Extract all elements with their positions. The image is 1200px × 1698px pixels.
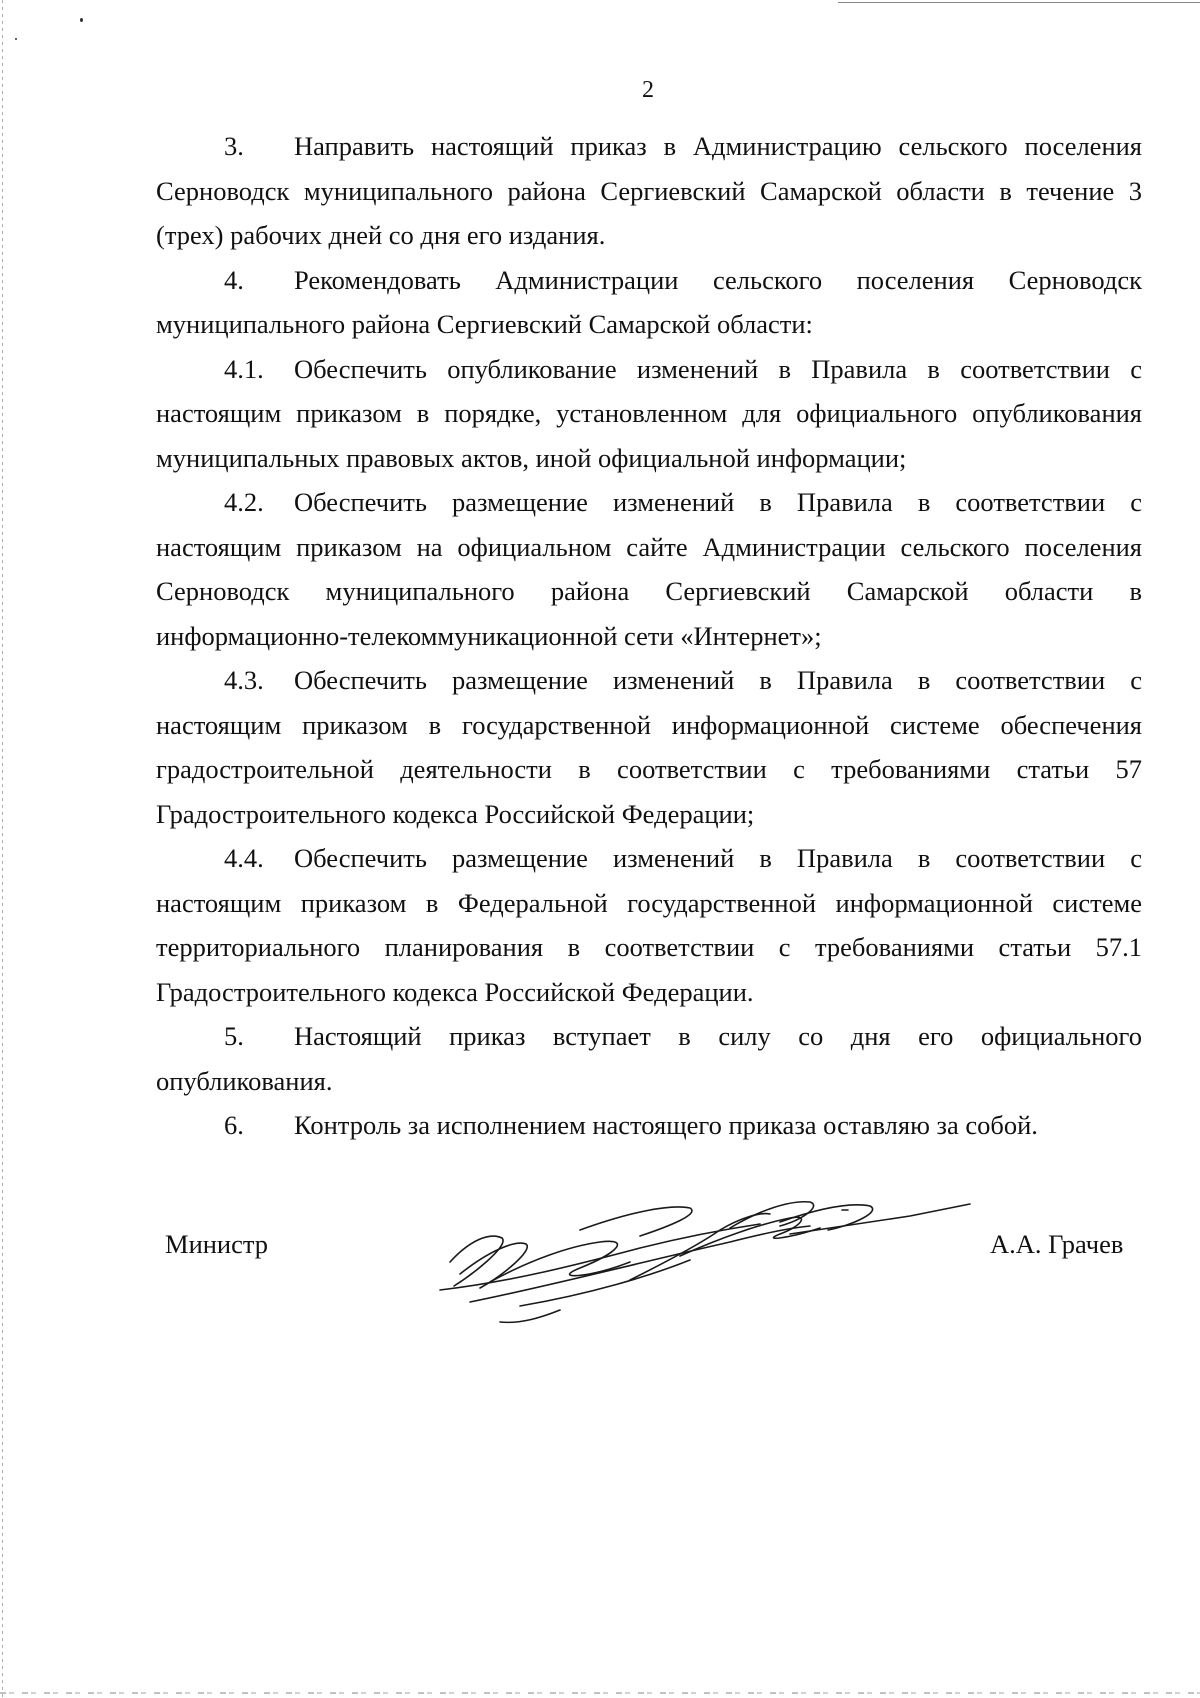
handwritten-signature [430,1190,990,1330]
paragraph-number: 4.4. [224,843,264,873]
paragraph-text: Контроль за исполнением настоящего приказа оставляю за собой. [294,1110,1038,1140]
paragraph-number: 4.3. [224,665,264,695]
scan-speck [80,18,83,22]
signature-block [0,1190,1200,1330]
paragraph-3 [156,124,1142,258]
paragraph-text: Настоящий приказ вступает в силу со дня его официального опубликования. [156,1021,1142,1096]
paragraph-number: 6. [224,1110,244,1140]
paragraph-text: Направить настоящий приказ в Администрацию сельского поселения Серноводск муниципального района Сергиевский Самарской области в течение 3 (трех) рабочих дней со дня его издания. [156,131,1142,250]
paragraph-text: Рекомендовать Администрации сельского поселения Серноводск муниципального района Сергиевский Самарской области: [156,264,1142,339]
paragraph-4 [156,258,1142,347]
paragraph-6 [156,1103,1142,1148]
paragraph-number: 4.1. [224,353,264,384]
paragraph-text: Обеспечить опубликование изменений в Правила в соответствии с настоящим приказом в порядке, установленном для официального опубликования муниципальных правовых актов, иной официальной информации; [156,353,1142,473]
paragraph-text: Обеспечить размещение изменений в Правила в соответствии с настоящим приказом в государственной информационной системе обеспечения градостроительной деятельности в соответствии с требованиями статьи 57 Градостроительного кодекса Российской Федерации; [156,665,1142,829]
paragraph-5 [156,1014,1142,1103]
document-body [156,124,1142,1148]
scan-edge-bottom [0,1692,1200,1694]
scan-speck [15,38,17,40]
paragraph-4-3 [156,658,1142,836]
paragraph-number: 5. [224,1021,244,1051]
paragraph-number: 3. [224,131,244,161]
paragraph-4-4 [156,836,1142,1014]
scan-edge-left [2,0,3,1698]
page-number: 2 [642,77,654,103]
paragraph-4-1 [156,347,1142,481]
paragraph-text: Обеспечить размещение изменений в Правила в соответствии с настоящим приказом в Федеральной государственной информационной системе территориального планирования в соответствии с требованиями статьи 57.1 Градостроительного кодекса Российской Федерации. [156,843,1142,1007]
paragraph-4-2 [156,480,1142,658]
signatory-title: Министр [165,1229,269,1259]
scan-edge-top [838,2,1200,3]
paragraph-number: 4. [224,264,244,295]
paragraph-number: 4.2. [224,487,264,517]
signatory-name: А.А. Грачев [990,1229,1124,1259]
paragraph-text: Обеспечить размещение изменений в Правила в соответствии с настоящим приказом на официальном сайте Администрации сельского поселения Серноводск муниципального района Сергиевский Самарской области в информационно-телекоммуникационной сети «Интернет»; [156,487,1142,651]
